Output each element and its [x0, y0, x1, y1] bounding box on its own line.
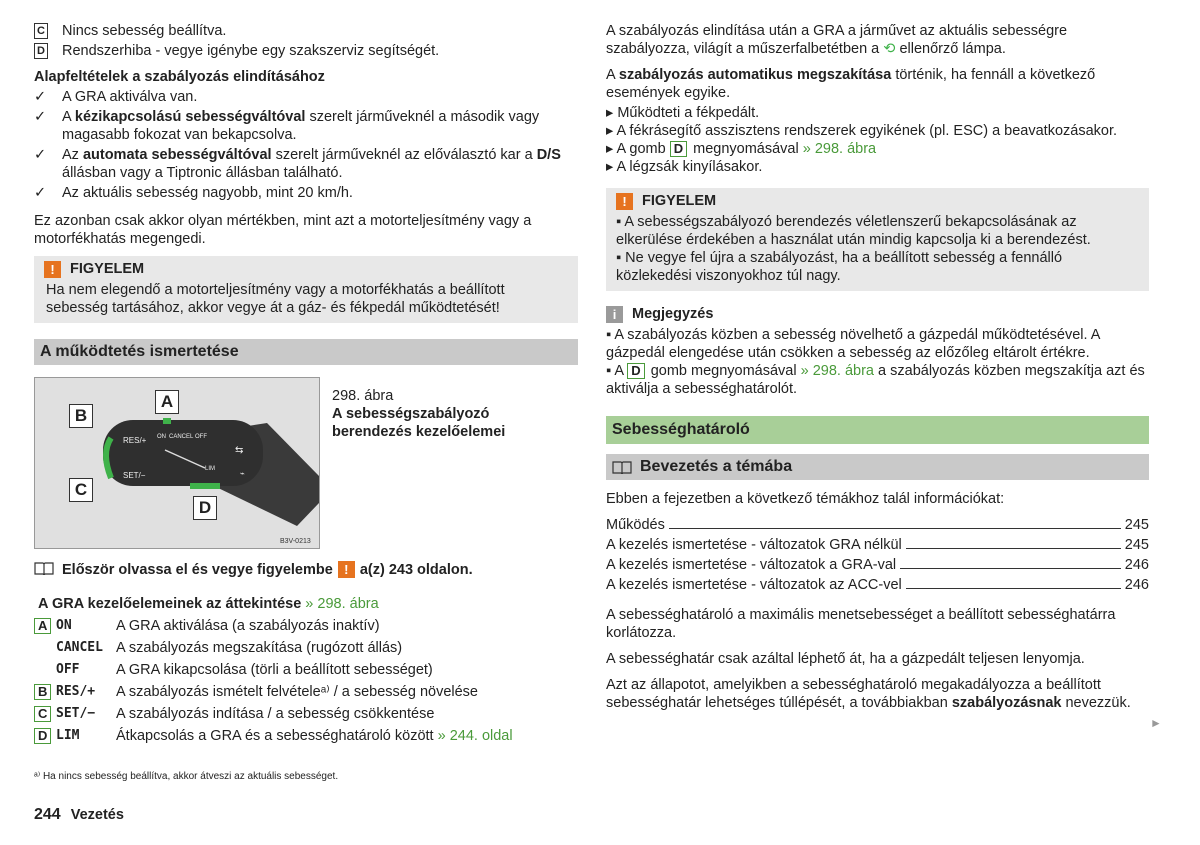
- book-icon: [34, 561, 54, 575]
- warning-item: ▪ Ne vegye fel újra a szabályozást, ha a beállított sebesség a fennálló közlekedési viszonyokhoz túl nagy.: [616, 250, 1063, 284]
- label-b: B: [69, 404, 93, 428]
- toc-intro: Ebben a fejezetben a következő témákhoz talál információkat:: [606, 491, 1005, 507]
- lever-text-res: RES/+: [123, 436, 147, 445]
- motor-paragraph: Ez azonban csak akkor olyan mértékben, mint azt a motorteljesítmény vagy a motorfékhatás megengedi.: [34, 213, 532, 247]
- table-row: [34, 639, 578, 661]
- lever-text-on: ON: [157, 434, 166, 440]
- limiter-paragraph-3: Azt az állapotot, amelyikben a sebességhatároló megakadályozza a beállított sebességhatár lehetséges túllépését, a továbbiakban szabályozásnak nevezzük.: [606, 677, 1131, 711]
- check-item: [34, 108, 578, 144]
- next-page-arrow-icon[interactable]: ►: [1150, 716, 1162, 730]
- key-c-box: C: [34, 706, 51, 722]
- right-column: [606, 22, 1149, 720]
- figure-link[interactable]: » 298. ábra: [800, 363, 874, 379]
- overview-title: A GRA kezelőelemeinek az áttekintése: [38, 596, 302, 612]
- key-d-box: D: [627, 363, 644, 379]
- figure-caption: [320, 377, 570, 549]
- key-c-box: C: [34, 23, 48, 39]
- page-section: Vezetés: [70, 807, 124, 823]
- note-item: ▪ A szabályozás közben a sebesség növelhető a gázpedál működtetésével. A gázpedál elengedése után csökken a sebesség az előzőleg eltárolt értékre.: [606, 327, 1100, 361]
- event-item: ▸ A légzsák kinyílásakor.: [606, 159, 763, 175]
- label-d: D: [193, 496, 217, 520]
- control-desc: A szabályozás ismételt felvételeᵃ⁾ / a sebesség növelése: [116, 684, 478, 700]
- overview-title-line: [34, 595, 578, 613]
- read-first-text: Először olvassa el és vegye figyelembe: [62, 562, 333, 578]
- label-a: A: [155, 390, 179, 414]
- page-link[interactable]: » 244. oldal: [437, 728, 513, 744]
- control-symbol: ON: [56, 618, 72, 633]
- book-icon: [612, 460, 632, 474]
- table-row: [34, 661, 578, 683]
- auto-stop-paragraph: A szabályozás automatikus megszakítása történik, ha fennáll a következő események egyike.: [606, 67, 1096, 101]
- check-text: A kézikapcsolású sebességváltóval szerelt járműveknél a második vagy magasabb fokozat van bekapcsolva.: [62, 109, 540, 143]
- footnote: ᵃ⁾ Ha nincs sebesség beállítva, akkor átveszi az aktuális sebességet.: [34, 771, 339, 782]
- left-column: [34, 22, 578, 749]
- check-icon: ✓: [34, 89, 47, 105]
- control-desc: A szabályozás megszakítása (rugózott állás): [116, 640, 403, 656]
- check-item: [34, 184, 578, 202]
- limiter-paragraph-2: A sebességhatár csak azáltal léphető át, ha a gázpedált teljesen lenyomja.: [606, 651, 1085, 667]
- warning-text: Ha nem elegendő a motorteljesítmény vagy a motorfékhatás a beállított sebesség tartásához, akkor vegye át a gáz- és fékpedál működtetését!: [46, 282, 505, 316]
- lever-symbol-icon-2: ⌁: [240, 469, 245, 478]
- warning-item: ▪ A sebességszabályozó berendezés véletlenszerű bekapcsolásának az elkerülése érdekében a használat után mindig kapcsolja ki a berendezést.: [616, 214, 1091, 248]
- control-symbol: SET/−: [56, 706, 96, 721]
- key-d-box: D: [670, 141, 687, 157]
- key-d-box: D: [34, 728, 51, 744]
- prereq-title: Alapfeltételek a szabályozás elindításához: [34, 69, 325, 85]
- toc-item[interactable]: A kezelés ismertetése - változatok az ACC-vel 246: [606, 577, 1149, 593]
- lever-symbol-icon: ⇆: [235, 445, 244, 456]
- read-first-post: a(z) 243 oldalon.: [359, 562, 473, 578]
- lever-cap-a: [163, 418, 171, 424]
- status-d-text: Rendszerhiba - vegye igénybe egy szakszerviz segítségét.: [62, 43, 440, 59]
- status-d-line: [34, 42, 578, 60]
- intro-heading: Bevezetés a témába: [606, 454, 1149, 480]
- intro-paragraph: A szabályozás elindítása után a GRA a járművet az aktuális sebességre szabályozza, világít a műszerfalbetétben a ⟲ ellenőrző lámpa.: [606, 23, 1068, 57]
- section-heading: A működtetés ismertetése: [34, 339, 578, 365]
- control-symbol: CANCEL: [56, 640, 103, 655]
- figure-image: [34, 377, 320, 549]
- check-icon: ✓: [34, 185, 47, 201]
- key-b-box: B: [34, 684, 51, 700]
- overview-link[interactable]: » 298. ábra: [305, 596, 379, 612]
- status-c-text: Nincs sebesség beállítva.: [62, 23, 227, 39]
- table-row: [34, 617, 578, 639]
- warning-title: ! FIGYELEM: [616, 192, 1139, 210]
- read-first-line: [34, 561, 578, 579]
- event-item: ▸ Működteti a fékpedált.: [606, 105, 760, 121]
- warning-icon: !: [44, 261, 61, 278]
- label-c: C: [69, 478, 93, 502]
- controls-table: [34, 617, 578, 749]
- toc-item[interactable]: A kezelés ismertetése - változatok a GRA-val 246: [606, 557, 1149, 573]
- table-row: [34, 727, 578, 749]
- figure-link[interactable]: » 298. ábra: [802, 141, 877, 157]
- limiter-paragraph-1: A sebességhatároló a maximális menetsebességet a beállított sebességhatárra korlátozza.: [606, 607, 1116, 641]
- check-icon: ✓: [34, 109, 47, 125]
- control-symbol: RES/+: [56, 684, 96, 699]
- lever-button-d: [190, 483, 220, 489]
- speed-limiter-heading: Sebességhatároló: [606, 416, 1149, 444]
- status-c-line: [34, 22, 578, 40]
- check-text: Az automata sebességváltóval szerelt járműveknél az előválasztó kar a D/S állásban vagy a Tiptronic állásban található.: [62, 147, 561, 181]
- figure-298: [34, 377, 578, 549]
- warning-box: [606, 188, 1149, 291]
- lever-text-set: SET/−: [123, 471, 146, 480]
- figure-title: A sebességszabályozó berendezés kezelőelemei: [332, 406, 506, 440]
- page-footer: [34, 806, 124, 824]
- key-a-box: A: [34, 618, 51, 634]
- control-desc: A GRA aktiválása (a szabályozás inaktív): [116, 618, 380, 634]
- lever-text-off: OFF: [195, 434, 207, 440]
- page-number: 244: [34, 806, 61, 823]
- note-title: i Megjegyzés: [606, 305, 1149, 323]
- check-text: Az aktuális sebesség nagyobb, mint 20 km/h.: [62, 185, 353, 201]
- check-item: [34, 88, 578, 106]
- event-item: ▸ A fékrásegítő asszisztens rendszerek egyikének (pl. ESC) a beavatkozásakor.: [606, 123, 1118, 139]
- warning-box: [34, 256, 578, 323]
- figure-number: 298. ábra: [332, 388, 394, 404]
- check-text: A GRA aktiválva van.: [62, 89, 198, 105]
- warning-icon: !: [338, 561, 355, 578]
- control-desc: Átkapcsolás a GRA és a sebességhatároló között » 244. oldal: [116, 728, 513, 744]
- control-symbol: LIM: [56, 728, 80, 743]
- warning-icon: !: [616, 193, 633, 210]
- control-symbol: OFF: [56, 662, 80, 677]
- lever-text-cancel: CANCEL: [169, 434, 194, 440]
- control-desc: A szabályozás indítása / a sebesség csökkentése: [116, 706, 435, 722]
- figure-code: B3V-0213: [280, 538, 311, 545]
- key-d-box: D: [34, 43, 48, 59]
- note-box: [606, 305, 1149, 398]
- table-row: [34, 705, 578, 727]
- check-item: [34, 146, 578, 182]
- info-icon: i: [606, 306, 623, 323]
- control-desc: A GRA kikapcsolása (törli a beállított sebességet): [116, 662, 433, 678]
- lever-text-lim: LIM: [205, 466, 216, 472]
- toc-item[interactable]: A kezelés ismertetése - változatok GRA nélkül 245: [606, 537, 1149, 553]
- event-item: ▸ A gomb D megnyomásával » 298. ábra: [606, 141, 877, 157]
- check-icon: ✓: [34, 147, 47, 163]
- note-item: ▪ A D gomb megnyomásával » 298. ábra a szabályozás közben megszakítja azt és aktiválja a sebességhatárolót.: [606, 363, 1145, 397]
- warning-title: ! FIGYELEM: [44, 260, 568, 278]
- toc-item[interactable]: Működés 245: [606, 517, 1149, 533]
- table-row: [34, 683, 578, 705]
- toc-list: [606, 516, 1149, 596]
- cruise-lamp-icon: ⟲: [883, 41, 896, 57]
